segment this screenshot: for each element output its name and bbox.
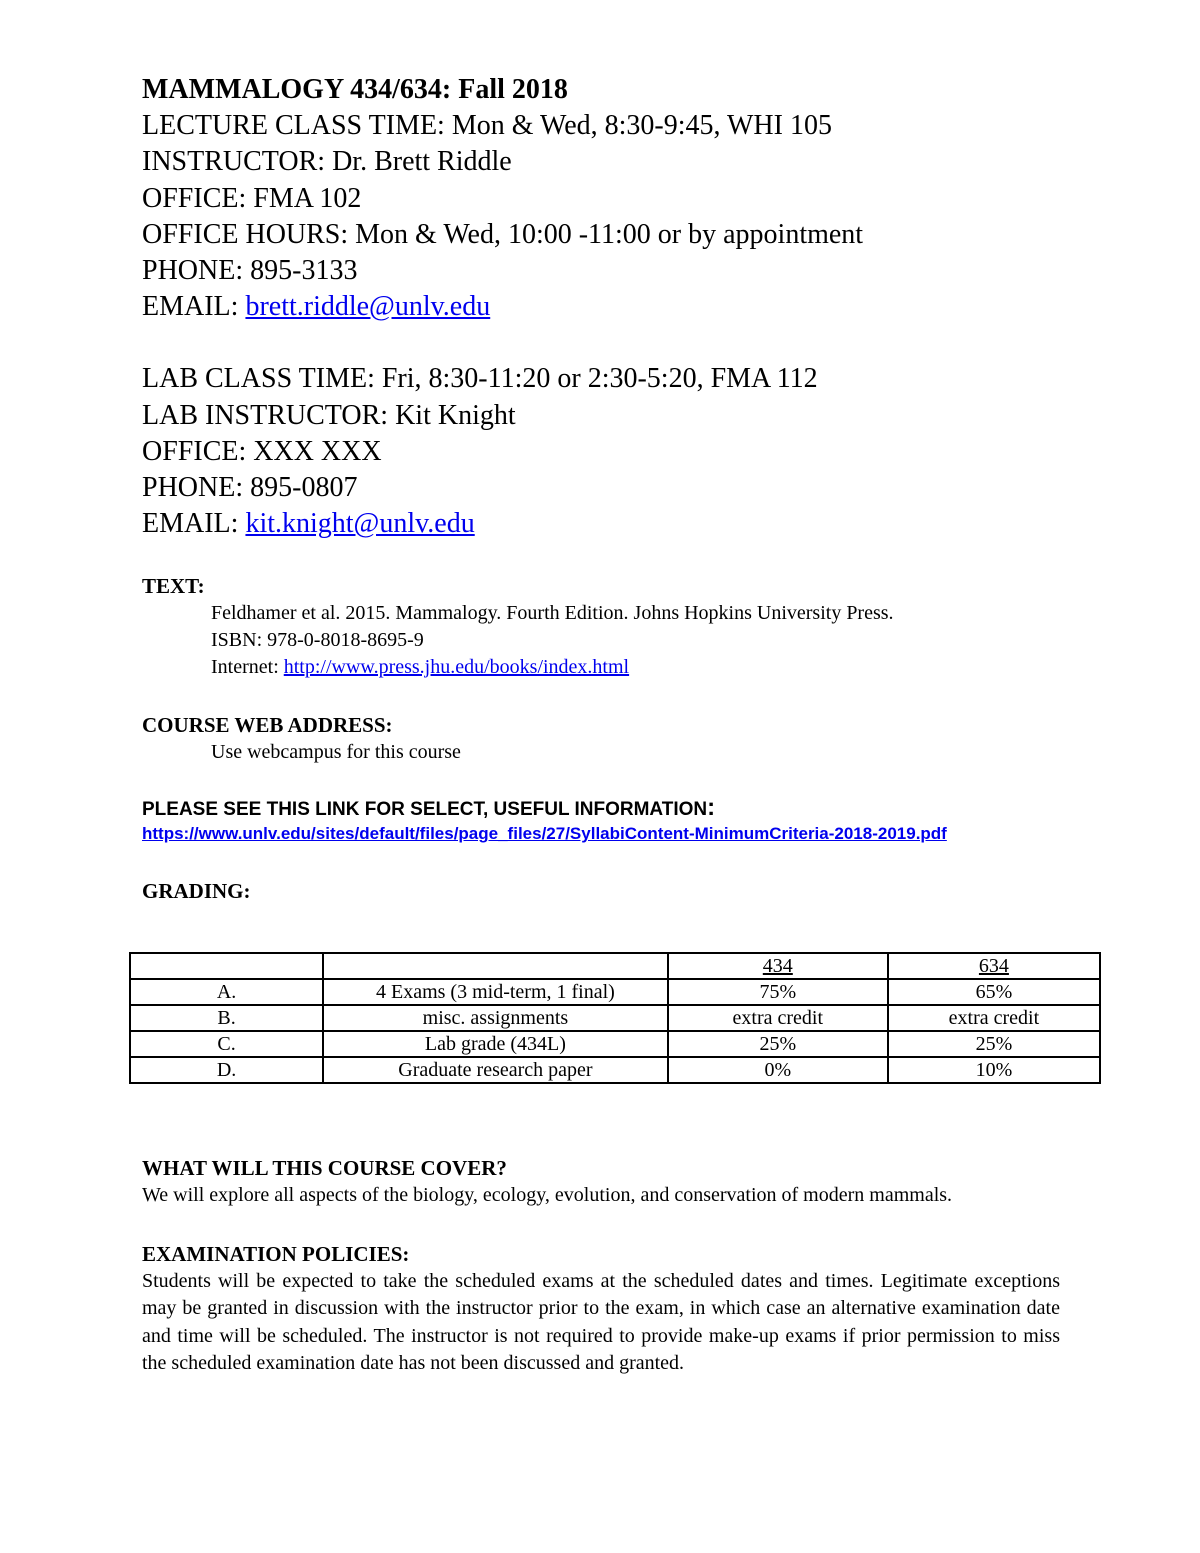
table-cell: 0% [668, 1057, 888, 1083]
publisher-link[interactable]: http://www.press.jhu.edu/books/index.html [283, 656, 630, 679]
lab-email-link[interactable]: kit.knight@unlv.edu [245, 508, 475, 540]
column-634-header: 634 [978, 955, 1009, 977]
table-cell: Graduate research paper [323, 1057, 668, 1083]
table-header-row [130, 953, 1100, 979]
lab-class-time: LAB CLASS TIME: Fri, 8:30-11:20 or 2:30-5:20, FMA 112 [142, 363, 818, 395]
table-cell [888, 953, 1100, 979]
column-434-header: 434 [762, 955, 793, 977]
text-internet [142, 654, 1102, 681]
table-cell: D. [130, 1057, 323, 1083]
cover-body: We will explore all aspects of the biology, ecology, evolution, and conservation of modern mammals. [142, 1184, 953, 1206]
lab-email-label: EMAIL: [142, 508, 246, 540]
table-cell: 75% [668, 979, 888, 1005]
text-heading: TEXT: [142, 574, 205, 599]
info-heading: PLEASE SEE THIS LINK FOR SELECT, USEFUL INFORMATION: [142, 794, 716, 822]
exam-heading: EXAMINATION POLICIES: [142, 1241, 410, 1266]
lab-phone-line: PHONE: 895-0807 [142, 472, 358, 504]
phone-line: PHONE: 895-3133 [142, 255, 358, 287]
grading-table [129, 952, 1101, 1084]
text-isbn: ISBN: 978-0-8018-8695-9 [211, 629, 424, 652]
table-cell [668, 953, 888, 979]
course-web-heading: COURSE WEB ADDRESS: [142, 713, 393, 738]
course-web-body: Use webcampus for this course [211, 741, 461, 764]
lecture-time: LECTURE CLASS TIME: Mon & Wed, 8:30-9:45, WHI 105 [142, 110, 832, 142]
table-cell [323, 953, 668, 979]
internet-label: Internet: [211, 656, 284, 679]
email-line [142, 289, 1102, 325]
lab-instructor-line: LAB INSTRUCTOR: Kit Knight [142, 399, 516, 431]
table-row [130, 979, 1100, 1005]
instructor-line: INSTRUCTOR: Dr. Brett Riddle [142, 146, 512, 178]
instructor-email-link[interactable]: brett.riddle@unlv.edu [245, 291, 491, 323]
office-hours-line: OFFICE HOURS: Mon & Wed, 10:00 -11:00 or by appointment [142, 218, 864, 250]
email-label: EMAIL: [142, 291, 246, 323]
table-cell: 65% [888, 979, 1100, 1005]
table-cell: 10% [888, 1057, 1100, 1083]
table-cell: Lab grade (434L) [323, 1031, 668, 1057]
cover-heading: WHAT WILL THIS COURSE COVER? [142, 1156, 507, 1180]
table-cell: B. [130, 1005, 323, 1031]
table-cell: A. [130, 979, 323, 1005]
syllabus-page [142, 72, 1102, 905]
table-row [130, 1031, 1100, 1057]
lab-email-line [142, 506, 1102, 542]
office-line: OFFICE: FMA 102 [142, 182, 362, 214]
table-row [130, 1005, 1100, 1031]
course-title: MAMMALOGY 434/634: Fall 2018 [142, 74, 568, 105]
table-cell: misc. assignments [323, 1005, 668, 1031]
table-cell [130, 953, 323, 979]
lab-office-line: OFFICE: XXX XXX [142, 435, 382, 467]
exam-body: Students will be expected to take the scheduled exams at the scheduled dates and times. Legitimate exceptions may be granted in discussion with the instructor prior to the exam, in which case an alternative examination date and time will be scheduled. The instructor is not required to provide make-up exams if prior permission to miss the scheduled examination date has not been discussed and granted. [142, 1269, 1060, 1374]
grading-heading: GRADING: [142, 879, 251, 904]
text-citation: Feldhamer et al. 2015. Mammalogy. Fourth Edition. Johns Hopkins University Press. [211, 602, 894, 625]
table-cell: 4 Exams (3 mid-term, 1 final) [323, 979, 668, 1005]
table-row [130, 1057, 1100, 1083]
table-cell: C. [130, 1031, 323, 1057]
lower-sections [142, 1154, 1102, 1378]
table-cell: extra credit [888, 1005, 1100, 1031]
table-cell: extra credit [668, 1005, 888, 1031]
minimum-criteria-link[interactable]: https://www.unlv.edu/sites/default/files/page_files/27/SyllabiContent-MinimumCriteria-2018-2019.pdf [142, 824, 947, 844]
table-cell: 25% [668, 1031, 888, 1057]
table-cell: 25% [888, 1031, 1100, 1057]
